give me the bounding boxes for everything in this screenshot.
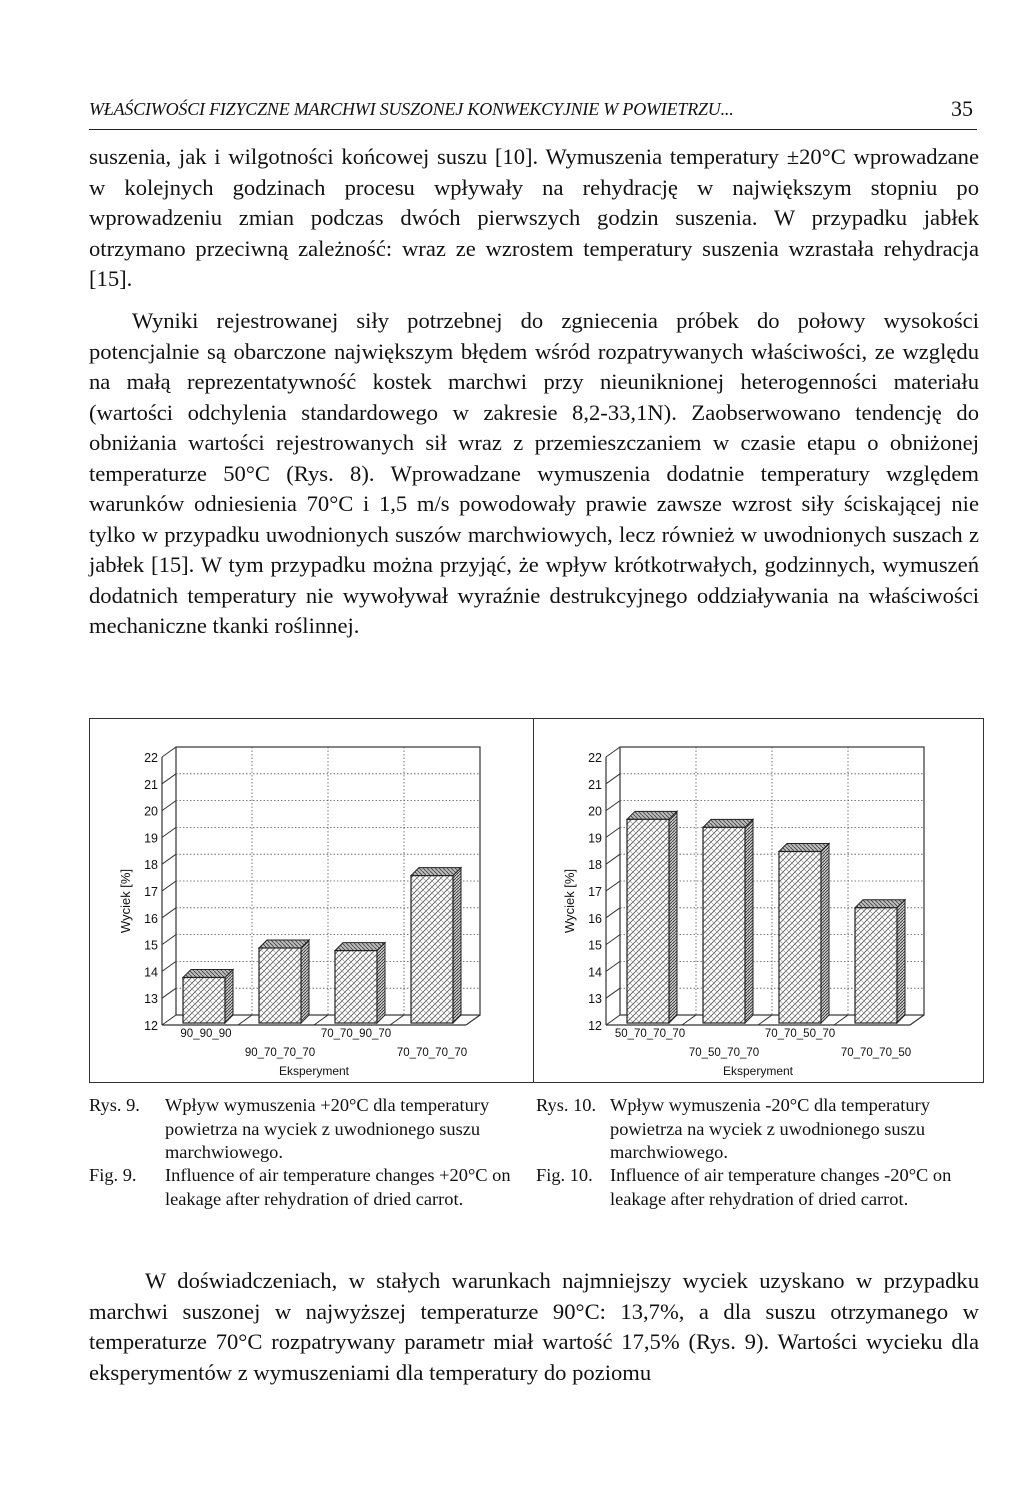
paragraph: suszenia, jak i wilgotności końcowej suszu [10]. Wymuszenia temperatury ±20°C wprowadzane w kolejnych godzinach procesu wpływały na rehydrację w największym stopniu po wprowadzeniu zmian podczas dwóch pierwszych godzin suszenia. W przypadku jabłek otrzymano przeciwną zależność: wraz ze wzrostem temperatury suszenia wzrastała rehydracja [15].: [89, 144, 979, 291]
y-tick-label: 19: [588, 831, 602, 846]
bar: [259, 940, 309, 1023]
caption-text: Influence of air temperature changes +20°C on leakage after rehydration of dried carrot.: [165, 1165, 511, 1209]
y-tick-label: 22: [588, 751, 602, 765]
bar-top: [259, 940, 309, 948]
bar: [627, 811, 677, 1023]
bar-side: [821, 843, 829, 1023]
y-tick-label: 18: [588, 858, 602, 873]
caption-text: Influence of air temperature changes -20°C on leakage after rehydration of dried carrot.: [610, 1165, 952, 1209]
x-tick-label: 70_70_70_50: [840, 1047, 912, 1059]
axis-tick: [162, 774, 176, 784]
x-tick-label: 90_90_90: [180, 1028, 232, 1040]
bar: [855, 900, 905, 1023]
y-axis-title: Wyciek [%]: [118, 868, 133, 934]
axis-tick: [606, 935, 620, 945]
x-tick-label: 50_70_70_70: [614, 1028, 686, 1040]
y-tick-label: 21: [588, 777, 602, 792]
bar-top: [703, 819, 753, 827]
bar: [779, 843, 829, 1023]
axis-tick: [606, 747, 620, 757]
axis-tick: [606, 827, 620, 837]
floor-edge: [910, 1015, 924, 1025]
axis-tick: [162, 1015, 176, 1025]
paragraph: W doświadczeniach, w stałych warunkach najmniejszy wyciek uzyskano w przypadku marchwi suszonej w najwyższej temperaturze 90°C: 13,7%, a dla suszu otrzymanego w temperaturze 70°C rozpatrywany parametr miał wartość 17,5% (Rys. 9). Wartości wycieku dla eksperymentów z wymuszeniami dla temperatury do poziomu: [89, 1268, 979, 1385]
y-axis-title: Wyciek [%]: [562, 868, 577, 934]
paragraph: Wyniki rejestrowanej siły potrzebnej do zgniecenia próbek do połowy wysokości potencjalnie są obarczone największym błędem wśród rozpatrywanych właściwości, ze względu na małą reprezentatywność kostek marchwi przy nieuniknionej heterogenności materiału (wartości odchylenia standardowego w zakresie 8,2-33,1N). Zaobserwowano tendencję do obniżania wartości rejestrowanych sił wraz z przemieszczaniem w czasie etapu o obniżonej temperaturze 50°C (Rys. 8). Wprowadzane wymuszenia dodatnie temperatury względem warunków odniesienia 70°C i 1,5 m/s powodowały prawie zawsze wzrost siły ściskającej nie tylko w przypadku uwodnionych suszów marchwiowych, lecz również w uwodnionych suszach z jabłek [15]. W tym przypadku można przyjąć, że wpływ krótkotrwałych, godzinnych, wymuszeń dodatnich temperatury nie wywoływał wyraźnie destrukcyjnego oddziaływania na właściwości mechaniczne tkanki roślinnej.: [89, 308, 979, 638]
floor-divider: [758, 1015, 772, 1025]
bar-front: [855, 908, 897, 1023]
axis-tick: [162, 801, 176, 811]
axis-tick: [162, 988, 176, 998]
y-tick-label: 20: [144, 804, 158, 819]
bar-side: [897, 900, 905, 1023]
y-tick-label: 16: [588, 911, 602, 926]
bar-chart: [534, 719, 982, 1081]
x-axis-title: Eksperyment: [278, 1064, 350, 1078]
bar-side: [225, 969, 233, 1023]
axis-tick: [162, 747, 176, 757]
floor-edge: [466, 1015, 480, 1025]
x-tick-label: 70_70_90_70: [320, 1028, 392, 1040]
axis-tick: [162, 827, 176, 837]
bar-top: [855, 900, 905, 908]
bar-front: [183, 977, 225, 1023]
bar-top: [627, 811, 677, 819]
page-number: 35: [951, 96, 973, 121]
y-tick-label: 17: [144, 885, 158, 899]
running-title: WŁAŚCIWOŚCI FIZYCZNE MARCHWI SUSZONEJ KONWEKCYJNIE W POWIETRZU...: [89, 99, 734, 119]
floor-divider: [390, 1015, 404, 1025]
figure-10: [533, 718, 984, 1083]
y-tick-label: 12: [588, 1019, 602, 1033]
bar-side: [745, 819, 753, 1023]
x-tick-label: 70_70_70_70: [396, 1047, 468, 1059]
axis-tick: [606, 961, 620, 971]
x-tick-label: 70_70_50_70: [764, 1028, 836, 1040]
axis-tick: [162, 908, 176, 918]
axis-tick: [606, 988, 620, 998]
y-tick-label: 21: [144, 777, 158, 792]
bar-side: [301, 940, 309, 1023]
axis-tick: [606, 881, 620, 891]
axis-tick: [162, 961, 176, 971]
y-tick-label: 17: [588, 885, 602, 899]
axis-tick: [162, 881, 176, 891]
y-tick-label: 16: [144, 911, 158, 926]
floor-divider: [314, 1015, 328, 1025]
axis-tick: [606, 908, 620, 918]
figure-9: [89, 718, 540, 1083]
y-tick-label: 18: [144, 858, 158, 873]
caption-number: Rys. 9.: [89, 1095, 140, 1115]
bar: [183, 969, 233, 1023]
bar-top: [411, 868, 461, 876]
y-tick-label: 19: [144, 831, 158, 846]
axis-tick: [606, 854, 620, 864]
bar: [411, 868, 461, 1023]
caption-number: Fig. 9.: [89, 1165, 137, 1185]
caption-number: Rys. 10.: [536, 1095, 597, 1115]
floor-divider: [682, 1015, 696, 1025]
bar-top: [183, 969, 233, 977]
bar-front: [703, 827, 745, 1023]
y-tick-label: 13: [588, 992, 602, 1007]
bar-front: [411, 876, 453, 1023]
y-tick-label: 14: [588, 965, 602, 980]
axis-tick: [162, 935, 176, 945]
floor-divider: [834, 1015, 848, 1025]
bar-front: [627, 819, 669, 1023]
bar: [703, 819, 753, 1023]
axis-tick: [606, 1015, 620, 1025]
y-tick-label: 14: [144, 965, 158, 980]
bar-top: [779, 843, 829, 851]
bar-chart: [90, 719, 538, 1081]
bar-front: [335, 951, 377, 1023]
bar-side: [377, 943, 385, 1023]
axis-tick: [606, 774, 620, 784]
axis-tick: [606, 801, 620, 811]
x-tick-label: 90_70_70_70: [244, 1047, 316, 1059]
bar: [335, 943, 385, 1023]
x-tick-label: 70_50_70_70: [688, 1047, 760, 1059]
y-tick-label: 20: [588, 804, 602, 819]
running-header: [89, 93, 977, 130]
bar-side: [453, 868, 461, 1023]
bar-top: [335, 943, 385, 951]
y-tick-label: 15: [144, 938, 158, 953]
bar-front: [779, 851, 821, 1023]
axis-tick: [162, 854, 176, 864]
x-axis-title: Eksperyment: [722, 1064, 794, 1078]
y-tick-label: 13: [144, 992, 158, 1007]
caption-text: Wpływ wymuszenia +20°C dla temperatury powietrza na wyciek z uwodnionego suszu marchwiowego.: [165, 1095, 490, 1162]
floor-divider: [238, 1015, 252, 1025]
y-tick-label: 12: [144, 1019, 158, 1033]
caption-number: Fig. 10.: [536, 1165, 593, 1185]
bar-side: [669, 811, 677, 1023]
y-tick-label: 22: [144, 751, 158, 765]
bar-front: [259, 948, 301, 1023]
y-tick-label: 15: [588, 938, 602, 953]
caption-text: Wpływ wymuszenia -20°C dla temperatury powietrza na wyciek z uwodnionego suszu marchwiowego.: [610, 1095, 930, 1162]
